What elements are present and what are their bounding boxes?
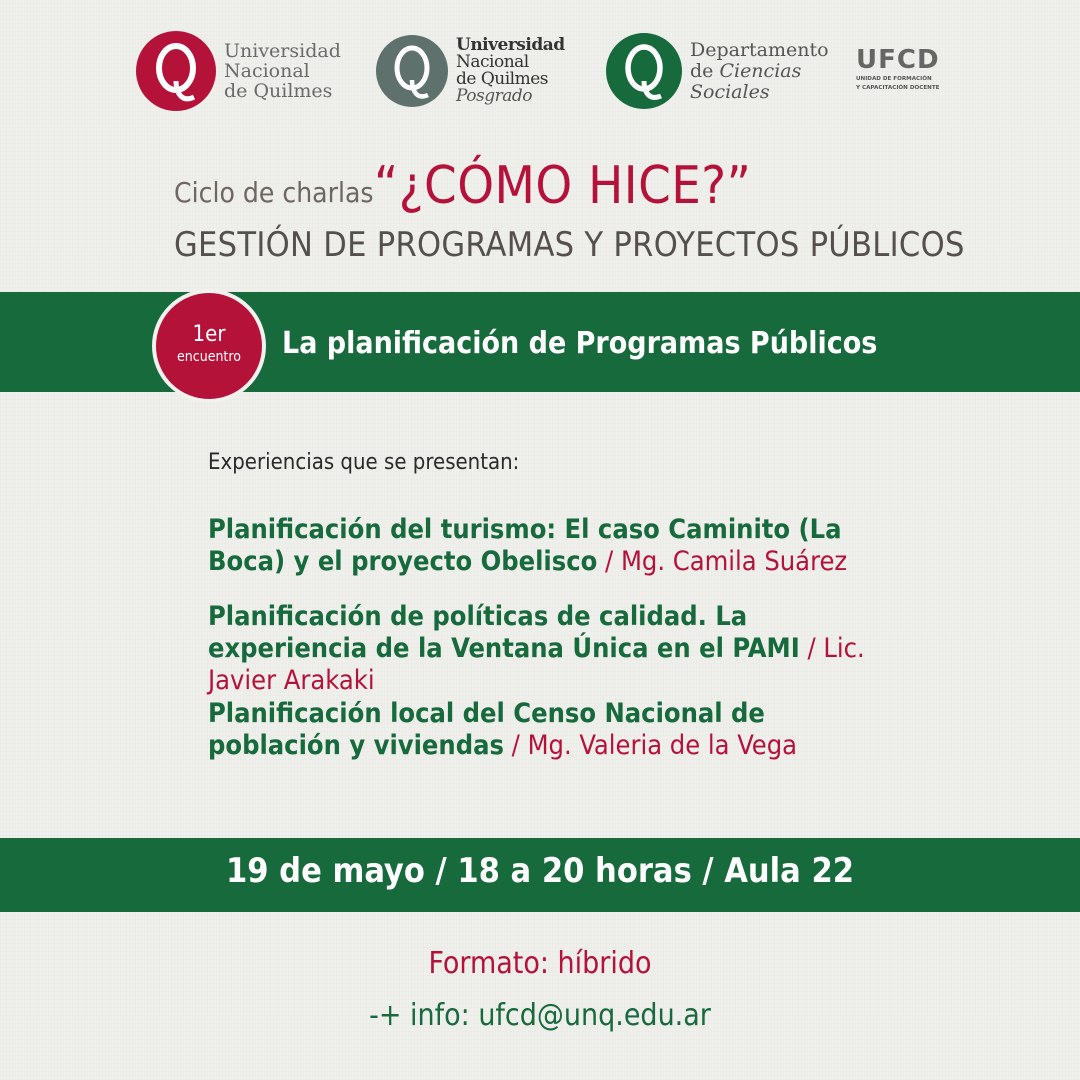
posgrado-line4: Posgrado	[456, 86, 532, 106]
experience-title: Planificación local del Censo Nacional de población y viviendas	[208, 698, 765, 761]
cycle-subtitle: GESTIÓN DE PROGRAMAS Y PROYECTOS PÚBLICOS	[174, 225, 965, 265]
date-line: 19 de mayo / 18 a 20 horas / Aula 22	[225, 851, 855, 891]
info-email: -+ info: ufcd@unq.edu.ar	[369, 998, 711, 1033]
unq-logo	[136, 26, 341, 116]
unq-line1: Universidad	[224, 40, 341, 62]
sociales-logo	[606, 26, 829, 116]
posgrado-line2: Nacional	[456, 52, 529, 72]
experience-author: Mg. Camila Suárez	[620, 546, 848, 577]
ufcd-line2: Y CAPACITACIÓN DOCENTE	[856, 85, 940, 91]
posgrado-line1: Universidad	[456, 35, 565, 55]
experience-item: Planificación de políticas de calidad. La experiencia de la Ventana Única en el PAMI / Lic. Javier Arakaki	[208, 601, 865, 696]
encuentro-badge	[152, 289, 266, 403]
experience-title: Planificación de políticas de calidad. La experiencia de la Ventana Única en el PAMI	[208, 601, 800, 664]
posgrado-line3: de Quilmes	[456, 69, 549, 89]
format-label: Formato: híbrido	[428, 946, 652, 981]
sociales-q-logo-icon	[606, 33, 682, 109]
encuentro-word: encuentro	[177, 349, 241, 365]
sociales-line2: de Ciencias	[690, 59, 802, 82]
experiences-intro: Experiencias que se presentan:	[208, 450, 520, 475]
sociales-line3: Sociales	[690, 80, 770, 103]
encuentro-title: La planificación de Programas Públicos	[282, 326, 878, 361]
experience-item: Planificación local del Censo Nacional de población y viviendas / Mg. Valeria de la Vega	[208, 698, 798, 761]
unq-line3: de Quilmes	[224, 80, 333, 102]
unq-q-logo-icon	[136, 31, 216, 111]
unq-line2: Nacional	[224, 60, 310, 82]
ufcd-acronym: UFCD	[856, 45, 940, 75]
encuentro-number: 1er	[192, 322, 226, 347]
experience-item: Planificación del turismo: El caso Caminito (La Boca) y el proyecto Obelisco / Mg. Camila Suárez	[208, 514, 848, 577]
experience-author: Mg. Valeria de la Vega	[527, 730, 798, 761]
ufcd-logo	[856, 46, 940, 92]
experience-title: Planificación del turismo: El caso Caminito (La Boca) y el proyecto Obelisco	[208, 514, 842, 577]
cycle-label: Ciclo de charlas	[174, 176, 374, 209]
sociales-line1: Departamento	[690, 38, 829, 61]
experience-author: Lic. Javier Arakaki	[208, 633, 865, 696]
ufcd-line1: UNIDAD DE FORMACIÓN	[856, 76, 932, 82]
posgrado-q-logo-icon	[376, 35, 448, 107]
cycle-title: “¿CÓMO HICE?”	[374, 156, 752, 216]
posgrado-logo	[376, 26, 565, 116]
